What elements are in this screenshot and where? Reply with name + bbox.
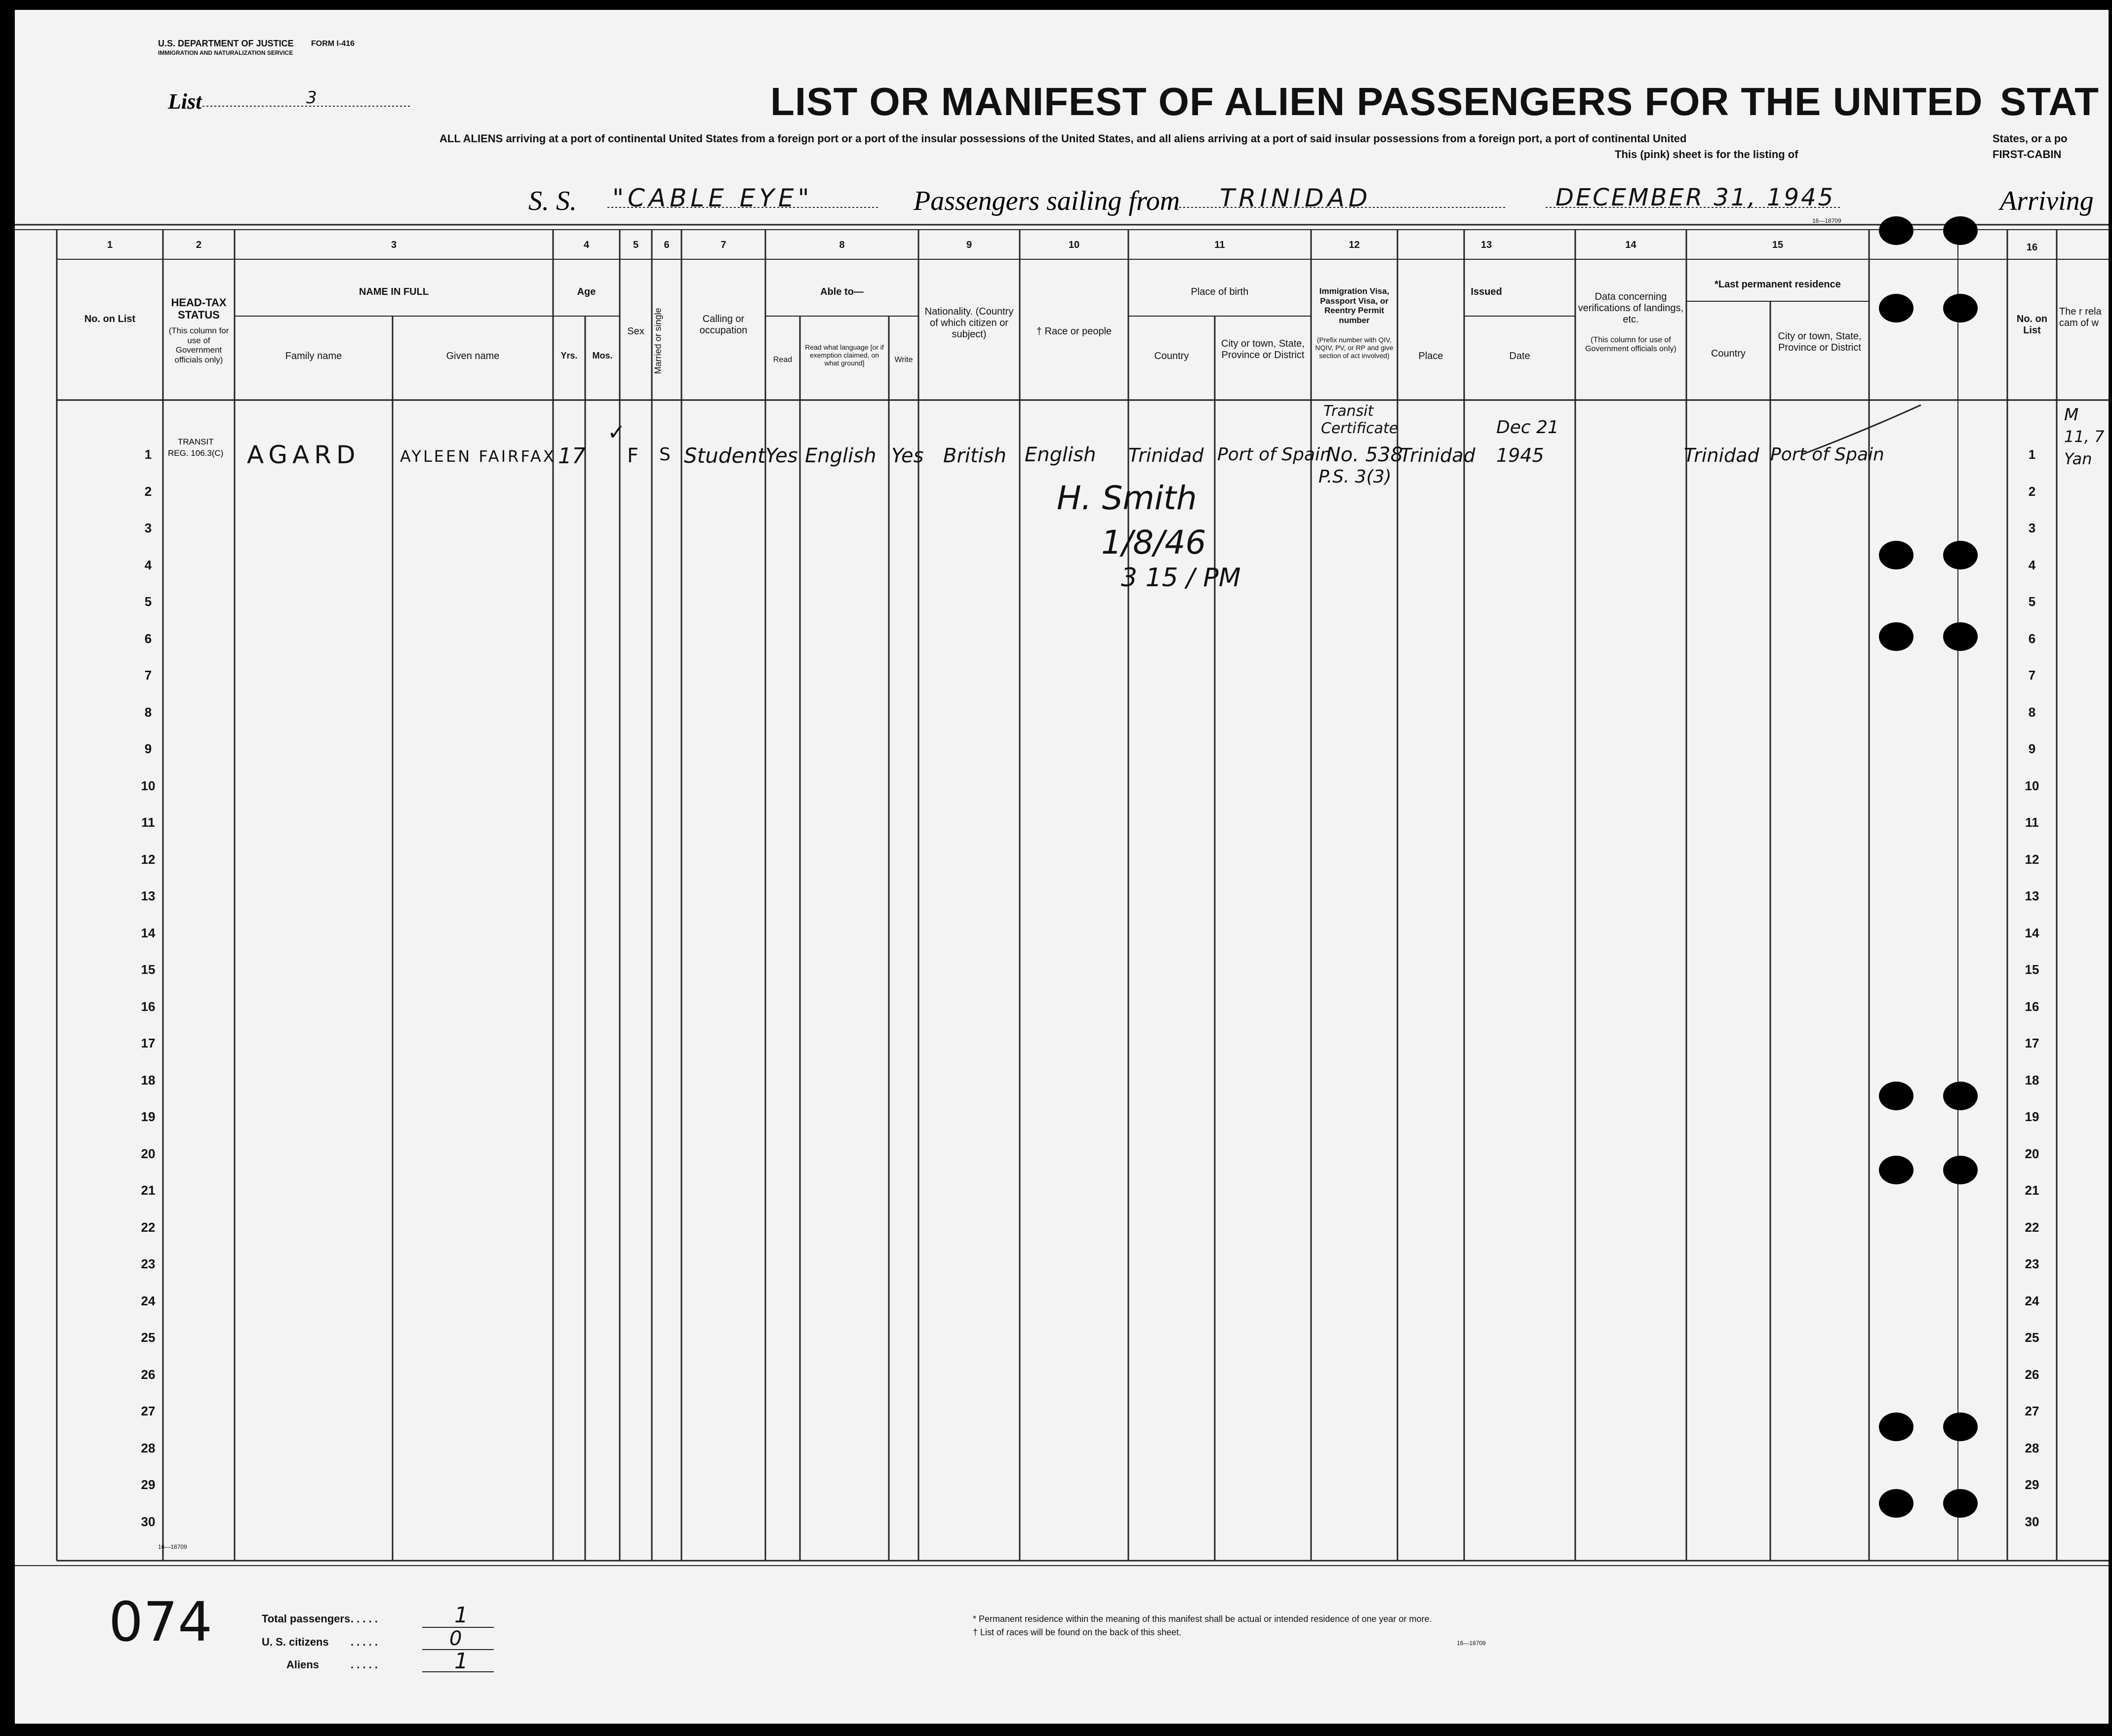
visa-line-2: Certificate (1321, 420, 1398, 437)
row-number-right: 6 (2028, 631, 2036, 646)
total-passengers-label: Total passengers (262, 1613, 351, 1625)
subtitle-right-2: FIRST-CABIN (1992, 148, 2062, 161)
row-number: 25 (141, 1330, 156, 1345)
header-name-in-full: NAME IN FULL (359, 286, 429, 297)
row-number-right: 14 (2025, 925, 2039, 940)
header-place-of-birth: Place of birth (1191, 286, 1249, 297)
aliens-dots: . . . . . (351, 1658, 378, 1671)
punch-hole (1943, 216, 1978, 245)
col-number-1: 1 (107, 240, 113, 250)
row-number: 24 (141, 1293, 156, 1308)
calling-cell: Student (684, 444, 766, 468)
table-print-code: 16—18709 (158, 1543, 187, 1550)
issued-place-cell: Trinidad (1400, 444, 1475, 466)
manifest-sheet (15, 10, 2109, 1724)
total-passengers-dots: . . . . . (351, 1613, 378, 1625)
header-no-on-list-right: No. on List (2016, 314, 2048, 336)
row-number: 6 (144, 631, 152, 646)
col-number-14: 14 (1625, 240, 1636, 250)
header-nationality: Nationality. (Country of which citizen or subject) (924, 306, 1014, 340)
row-number-right: 21 (2025, 1183, 2039, 1198)
col-number-2: 2 (196, 240, 202, 250)
header-yrs: Yrs. (560, 351, 578, 361)
row-number-right: 13 (2025, 888, 2039, 903)
col-number-7: 7 (720, 240, 726, 250)
res-country-cell: Trinidad (1684, 444, 1759, 466)
col-number-4: 4 (583, 240, 590, 250)
header-issued-place: Place (1418, 351, 1443, 362)
row-number-right: 3 (2028, 521, 2036, 535)
footnote-races: † List of races will be found on the back of this sheet. (973, 1627, 1182, 1637)
header-mos: Mos. (592, 351, 613, 361)
punch-hole (1879, 541, 1913, 569)
citizens-dots: . . . . . (351, 1636, 378, 1648)
row-number: 28 (141, 1440, 156, 1455)
row-number-right: 24 (2025, 1293, 2039, 1308)
sailing-label: Passengers sailing from (914, 186, 1180, 216)
form-number: FORM I-416 (311, 40, 355, 48)
header-head-tax: HEAD-TAX STATUS (171, 296, 227, 322)
punch-hole (1943, 1489, 1978, 1518)
header-birth-country: Country (1154, 351, 1189, 362)
row-number-right: 1 (2028, 447, 2036, 462)
row-number: 14 (141, 925, 156, 940)
head-tax-transit: TRANSIT (178, 437, 214, 446)
col-number-10: 10 (1068, 240, 1080, 250)
punch-hole (1943, 1413, 1978, 1441)
race-cell: English (1025, 444, 1096, 466)
list-number: 3 (306, 88, 317, 108)
row-number-right: 27 (2025, 1404, 2039, 1418)
aliens-label: Aliens (286, 1658, 319, 1671)
read-cell: Yes (765, 444, 798, 467)
col-number-15: 15 (1772, 240, 1784, 250)
row-number: 17 (141, 1036, 156, 1050)
service-name: IMMIGRATION AND NATURALIZATION SERVICE (158, 49, 293, 56)
punch-hole (1879, 1082, 1913, 1110)
header-race: † Race or people (1036, 326, 1112, 337)
row-number-right: 28 (2025, 1440, 2039, 1455)
row-number-right: 22 (2025, 1219, 2039, 1235)
read-language-cell: English (805, 444, 877, 467)
res-city-cell: Port of Spain (1770, 444, 1884, 465)
header-no-on-list: No. on List (84, 314, 136, 324)
col-number-5: 5 (633, 240, 639, 250)
row-number-right: 29 (2025, 1477, 2039, 1492)
punch-hole (1879, 294, 1913, 323)
page-number: 074 (109, 1590, 212, 1654)
row-number-right: 2 (2028, 484, 2036, 499)
row-number-right: 19 (2025, 1109, 2039, 1124)
header-sex: Sex (627, 326, 644, 337)
row-number: 5 (144, 594, 152, 609)
punch-hole (1943, 1082, 1978, 1110)
punch-hole (1879, 1156, 1913, 1184)
row-number-right: 11 (2025, 815, 2039, 830)
row-number-right: 26 (2025, 1367, 2039, 1382)
row-number: 10 (141, 778, 156, 793)
header-age: Age (577, 286, 596, 297)
nationality-cell: British (943, 444, 1006, 467)
header-head-tax-note: (This column for use of Government officials only) (168, 326, 229, 364)
row-number: 1 (144, 447, 152, 462)
table-grid (15, 10, 2109, 1724)
right-note-3: Yan (2064, 449, 2092, 468)
punch-hole (1943, 1156, 1978, 1184)
punch-hole (1943, 622, 1978, 651)
row-number: 3 (144, 521, 152, 535)
ship-name: "CABLE EYE" (612, 184, 813, 212)
row-number: 21 (141, 1183, 156, 1198)
row-number-right: 9 (2028, 741, 2036, 756)
punch-hole (1879, 1413, 1913, 1441)
row-number: 7 (144, 668, 152, 683)
annotation-date: 1/8/46 (1101, 524, 1206, 562)
col-number-13: 13 (1480, 240, 1492, 250)
issued-date-line-1: Dec 21 (1496, 417, 1559, 438)
print-code: 16—18709 (1812, 217, 1841, 224)
row-number-right: 8 (2028, 704, 2036, 720)
list-label: List (168, 89, 202, 114)
manifest-title-continued: STAT (2000, 80, 2099, 123)
header-res-city: City or town, State, Province or District (1778, 331, 1862, 353)
annotation-time: 3 15 / PM (1121, 563, 1241, 593)
citizens-label: U. S. citizens (262, 1636, 329, 1648)
row-number-right: 7 (2028, 668, 2036, 683)
row-number: 11 (141, 815, 155, 830)
header-birth-city: City or town, State, Province or District (1221, 338, 1305, 361)
col-number-8: 8 (839, 240, 845, 250)
punch-hole (1879, 622, 1913, 651)
sex-cell: F (627, 444, 639, 467)
citizens-value: 0 (449, 1627, 462, 1650)
right-note-1: M (2064, 405, 2079, 425)
age-check-mark: ✓ (607, 420, 626, 445)
punch-hole (1943, 541, 1978, 569)
header-res-country: Country (1711, 348, 1746, 359)
row-number-right: 15 (2025, 962, 2039, 977)
header-data-concerning: Data concerning verifications of landings, etc. (1578, 291, 1684, 325)
header-family-name: Family name (285, 351, 342, 362)
row-number-right: 4 (2028, 557, 2036, 572)
age-years-cell: 17 (558, 444, 586, 469)
visa-line-1: Transit (1323, 403, 1374, 420)
footnote-residence: * Permanent residence within the meaning of this manifest shall be actual or intended residence of one year or more. (973, 1614, 1432, 1624)
header-given-name: Given name (446, 351, 500, 362)
punch-hole (1879, 1489, 1913, 1518)
row-number-right: 30 (2025, 1514, 2039, 1529)
header-last-residence: *Last permanent residence (1714, 279, 1841, 290)
row-number: 16 (141, 999, 156, 1014)
col-number-9: 9 (966, 240, 972, 250)
row-number-right: 17 (2025, 1036, 2039, 1050)
subtitle-line-1: ALL ALIENS arriving at a port of continental United States from a foreign port or a port of the insular possessions of the United States, and all aliens arriving at a port of said insular possessions from a foreign port, a port of continental United (439, 132, 1687, 145)
header-right-partial: The r rela cam of w (2059, 306, 2102, 328)
header-read: Read (773, 356, 793, 364)
row-number: 12 (141, 851, 156, 867)
sailing-from: TRINIDAD (1220, 184, 1372, 212)
row-number: 8 (144, 704, 152, 720)
row-number-right: 5 (2028, 594, 2036, 609)
row-number-right: 20 (2025, 1146, 2039, 1161)
aliens-value: 1 (454, 1649, 468, 1674)
punch-hole (1879, 216, 1913, 245)
right-note-2: 11, 7 (2064, 427, 2105, 446)
col-number-11: 11 (1214, 240, 1225, 250)
agency-name: U.S. DEPARTMENT OF JUSTICE (158, 39, 294, 48)
header-issued-date: Date (1509, 351, 1530, 362)
row-number: 4 (144, 557, 152, 572)
row-number-right: 10 (2025, 778, 2039, 793)
row-number: 22 (141, 1219, 156, 1235)
subtitle-line-2: This (pink) sheet is for the listing of (1615, 148, 1798, 161)
row-number: 20 (141, 1146, 156, 1161)
header-calling: Calling or occupation (699, 314, 748, 336)
manifest-title: LIST OR MANIFEST OF ALIEN PASSENGERS FOR THE UNITED (770, 80, 1983, 123)
head-tax-reg: REG. 106.3(C) (168, 448, 224, 458)
sailing-date: DECEMBER 31, 1945 (1555, 184, 1835, 211)
header-issued: Issued (1471, 286, 1502, 297)
birth-country-cell: Trinidad (1128, 444, 1204, 466)
write-cell: Yes (891, 444, 924, 467)
row-number-right: 23 (2025, 1256, 2039, 1271)
row-number: 30 (141, 1514, 156, 1529)
issued-date-line-2: 1945 (1496, 444, 1544, 466)
row-number: 23 (141, 1256, 156, 1271)
ss-label: S. S. (528, 186, 577, 216)
family-name-cell: AGARD (247, 441, 360, 469)
footnote-code: 16—18709 (1457, 1640, 1486, 1647)
row-number: 19 (141, 1109, 156, 1124)
header-read-language: Read what language [or if exemption claimed, on what ground] (805, 343, 884, 367)
header-visa: Immigration Visa, Passport Visa, or Reentry Permit number (1319, 286, 1390, 325)
row-number: 29 (141, 1477, 156, 1492)
punch-hole (1943, 294, 1978, 323)
annotation-signature: H. Smith (1057, 479, 1197, 517)
row-number-right: 12 (2025, 851, 2039, 867)
row-number: 2 (144, 484, 152, 499)
married-cell: S (659, 444, 671, 465)
birth-city-cell: Port of Spain (1217, 444, 1331, 465)
row-number-right: 25 (2025, 1330, 2039, 1345)
row-number: 26 (141, 1367, 156, 1382)
subtitle-right-1: States, or a po (1992, 132, 2068, 145)
col-number-3: 3 (391, 240, 397, 250)
given-name-cell: AYLEEN FAIRFAX (400, 447, 556, 466)
col-number-16: 16 (2026, 242, 2038, 253)
row-number: 9 (144, 741, 152, 756)
header-visa-note: (Prefix number with QIV, NQIV, PV, or RP and give section of act involved) (1315, 336, 1394, 360)
visa-line-4: P.S. 3(3) (1318, 467, 1392, 487)
row-number-right: 16 (2025, 999, 2039, 1014)
header-data-note: (This column for use of Government officials only) (1585, 336, 1676, 354)
col-number-6: 6 (664, 240, 670, 250)
total-passengers-value: 1 (454, 1603, 468, 1628)
row-number: 13 (141, 888, 156, 903)
header-married-single: Married or single (653, 308, 663, 374)
row-number: 27 (141, 1404, 156, 1418)
visa-line-3: No. 538 (1326, 444, 1403, 466)
row-number: 18 (141, 1072, 156, 1088)
header-write: Write (894, 356, 913, 364)
row-number: 15 (141, 962, 156, 977)
row-number-right: 18 (2025, 1072, 2039, 1088)
arriving-label: Arriving (2000, 186, 2094, 216)
header-able-to: Able to— (820, 286, 864, 297)
col-number-12: 12 (1349, 240, 1360, 250)
